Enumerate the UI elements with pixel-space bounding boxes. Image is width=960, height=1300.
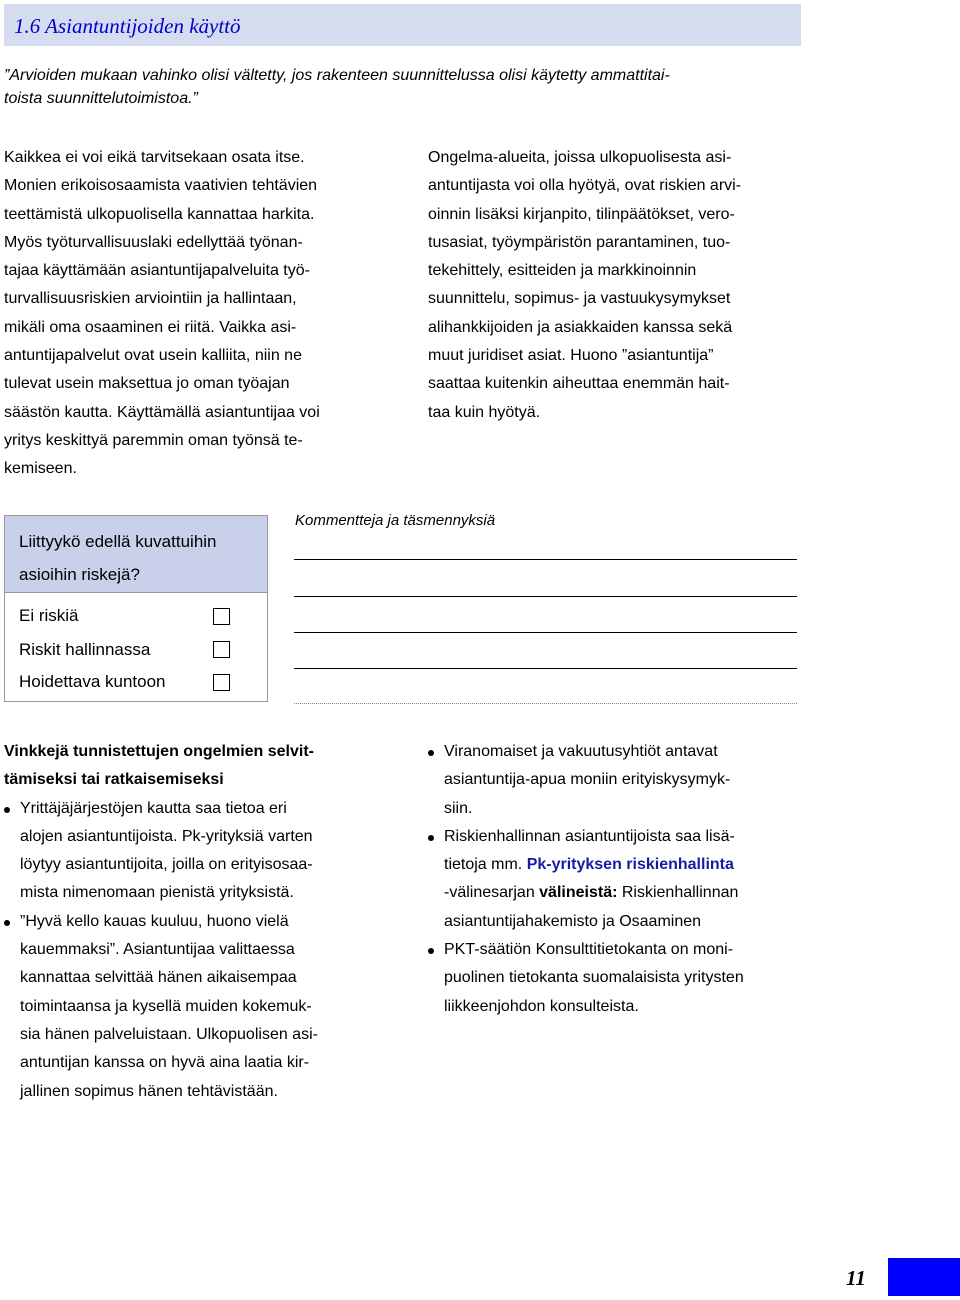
comment-line[interactable] <box>294 632 797 633</box>
bullet-line: antuntijan kanssa on hyvä aina laatia kir- <box>20 1054 310 1072</box>
risk-option-label-no-risk: Ei riskiä <box>19 606 79 625</box>
bullet-icon <box>428 835 434 841</box>
left-body-column <box>4 144 384 484</box>
body-line: mikäli oma osaaminen ei riitä. Vaikka asi- <box>4 318 297 336</box>
bullet-line: asiantuntija-apua moniin erityiskysymyk- <box>444 771 731 789</box>
tips-left-column <box>4 738 384 1106</box>
body-line: tulevat usein maksettua jo oman työajan <box>4 375 290 393</box>
body-line: yritys keskittyä paremmin oman työnsä te- <box>4 431 303 449</box>
tips-right-column <box>428 738 808 1021</box>
tips-right-list <box>428 738 808 1021</box>
comment-line[interactable] <box>294 559 797 560</box>
body-line: turvallisuusriskien arviointiin ja hallintaan, <box>4 290 297 308</box>
page-number: 11 <box>846 1266 866 1290</box>
list-item <box>4 908 384 1106</box>
body-line: tusasiat, työympäristön parantaminen, tuo- <box>428 233 731 251</box>
risk-question <box>5 516 267 593</box>
bullet-line: toimintaansa ja kysellä muiden kokemuk- <box>20 997 312 1015</box>
bullet-line: Yrittäjäjärjestöjen kautta saa tietoa eri <box>20 799 287 817</box>
bullet-line: kauemmaksi”. Asiantuntijaa valittaessa <box>20 941 295 959</box>
comment-line[interactable] <box>294 703 797 704</box>
bullet-line: puolinen tietokanta suomalaisista yritysten <box>444 969 744 987</box>
body-line: tekehittely, esitteiden ja markkinoinnin <box>428 262 697 280</box>
bullet-line: sia hänen palveluistaan. Ulkopuolisen asi- <box>20 1025 318 1043</box>
risk-question-line: asioihin riskejä? <box>19 565 140 584</box>
comments-label: Kommentteja ja täsmennyksiä <box>295 512 496 529</box>
list-item <box>428 823 808 936</box>
bullet-text: tietoja mm. <box>444 856 527 874</box>
bullet-bold-text: välineistä: <box>539 884 618 902</box>
tips-heading <box>4 738 384 795</box>
page-corner-block <box>888 1258 960 1296</box>
bullet-line: jallinen sopimus hänen tehtävistään. <box>20 1082 278 1100</box>
bullet-line: siin. <box>444 799 473 817</box>
risk-option-label-managed: Riskit hallinnassa <box>19 640 151 659</box>
body-line: alihankkijoiden ja asiakkaiden kanssa sekä <box>428 318 733 336</box>
bullet-line: alojen asiantuntijoista. Pk-yrityksiä varten <box>20 827 313 845</box>
body-line: Monien erikoisosaamista vaativien tehtävien <box>4 177 318 195</box>
bullet-line: asiantuntijahakemisto ja Osaaminen <box>444 912 702 930</box>
bullet-line: Viranomaiset ja vakuutusyhtiöt antavat <box>444 743 718 760</box>
to-fix-checkbox[interactable] <box>213 674 230 691</box>
body-line: saattaa kuitenkin aiheuttaa enemmän hait- <box>428 375 730 393</box>
body-line: antuntijasta voi olla hyötyä, ovat riskien arvi- <box>428 177 742 195</box>
risk-assessment-box <box>4 515 268 702</box>
bullet-icon <box>428 750 434 756</box>
comment-line[interactable] <box>294 596 797 597</box>
body-line: tajaa käyttämään asiantuntijapalveluita työ- <box>4 262 310 280</box>
bullet-line: mista nimenomaan pienistä yrityksistä. <box>20 884 294 902</box>
risk-question-line: Liittyykö edellä kuvattuihin <box>19 532 217 551</box>
quote-line: ”Arvioiden mukaan vahinko olisi vältetty, jos rakenteen suunnittelussa olisi käytetty ammattitai- <box>4 67 670 84</box>
bullet-line: löytyy asiantuntijoita, joilla on erityisosaa- <box>20 856 313 874</box>
tips-heading-line: Vinkkejä tunnistettujen ongelmien selvit- <box>4 743 314 760</box>
bullet-line: ”Hyvä kello kauas kuuluu, huono vielä <box>20 912 289 930</box>
body-line: suunnittelu, sopimus- ja vastuukysymykset <box>428 290 731 308</box>
bullet-line: kannattaa selvittää hänen aikaisempaa <box>20 969 297 987</box>
bullet-icon <box>428 948 434 954</box>
tips-heading-line: tämiseksi tai ratkaisemiseksi <box>4 771 224 789</box>
body-line: Ongelma-alueita, joissa ulkopuolisesta asi- <box>428 149 732 166</box>
bullet-text: -välinesarjan <box>444 884 540 902</box>
right-body-column <box>428 144 798 427</box>
list-item <box>428 738 808 823</box>
bullet-text: Riskienhallinnan <box>617 884 739 902</box>
bullet-line: liikkeenjohdon konsulteista. <box>444 997 639 1015</box>
bullet-line <box>444 851 808 879</box>
body-line: Myös työturvallisuuslaki edellyttää työnan- <box>4 233 303 251</box>
risk-option-label-to-fix: Hoidettava kuntoon <box>19 672 166 691</box>
body-line: taa kuin hyötyä. <box>428 403 541 421</box>
bullet-line: Riskienhallinnan asiantuntijoista saa lisä- <box>444 827 735 845</box>
tips-left-list <box>4 795 384 1106</box>
list-item <box>4 795 384 908</box>
list-item <box>428 936 808 1021</box>
pk-riskienhallinta-link[interactable]: Pk-yrityksen riskienhallinta <box>526 856 734 874</box>
body-line: Kaikkea ei voi eikä tarvitsekaan osata itse. <box>4 149 305 166</box>
body-line: säästön kautta. Käyttämällä asiantuntijaa voi <box>4 403 320 421</box>
body-line: kemiseen. <box>4 460 77 478</box>
bullet-line: PKT-säätiön Konsulttitietokanta on moni- <box>444 941 734 959</box>
no-risk-checkbox[interactable] <box>213 608 230 625</box>
quote <box>4 64 794 110</box>
section-title: 1.6 Asiantuntijoiden käyttö <box>14 14 241 38</box>
risks-managed-checkbox[interactable] <box>213 641 230 658</box>
body-line: antuntijapalvelut ovat usein kalliita, niin ne <box>4 347 302 365</box>
bullet-icon <box>4 920 10 926</box>
comment-line[interactable] <box>294 668 797 669</box>
body-line: oinnin lisäksi kirjanpito, tilinpäätökset, vero- <box>428 205 735 223</box>
body-line: teettämistä ulkopuolisella kannattaa harkita. <box>4 205 315 223</box>
quote-line: toista suunnittelutoimistoa.” <box>4 90 198 107</box>
bullet-line <box>444 879 808 907</box>
body-line: muut juridiset asiat. Huono ”asiantuntija” <box>428 347 714 365</box>
bullet-icon <box>4 807 10 813</box>
